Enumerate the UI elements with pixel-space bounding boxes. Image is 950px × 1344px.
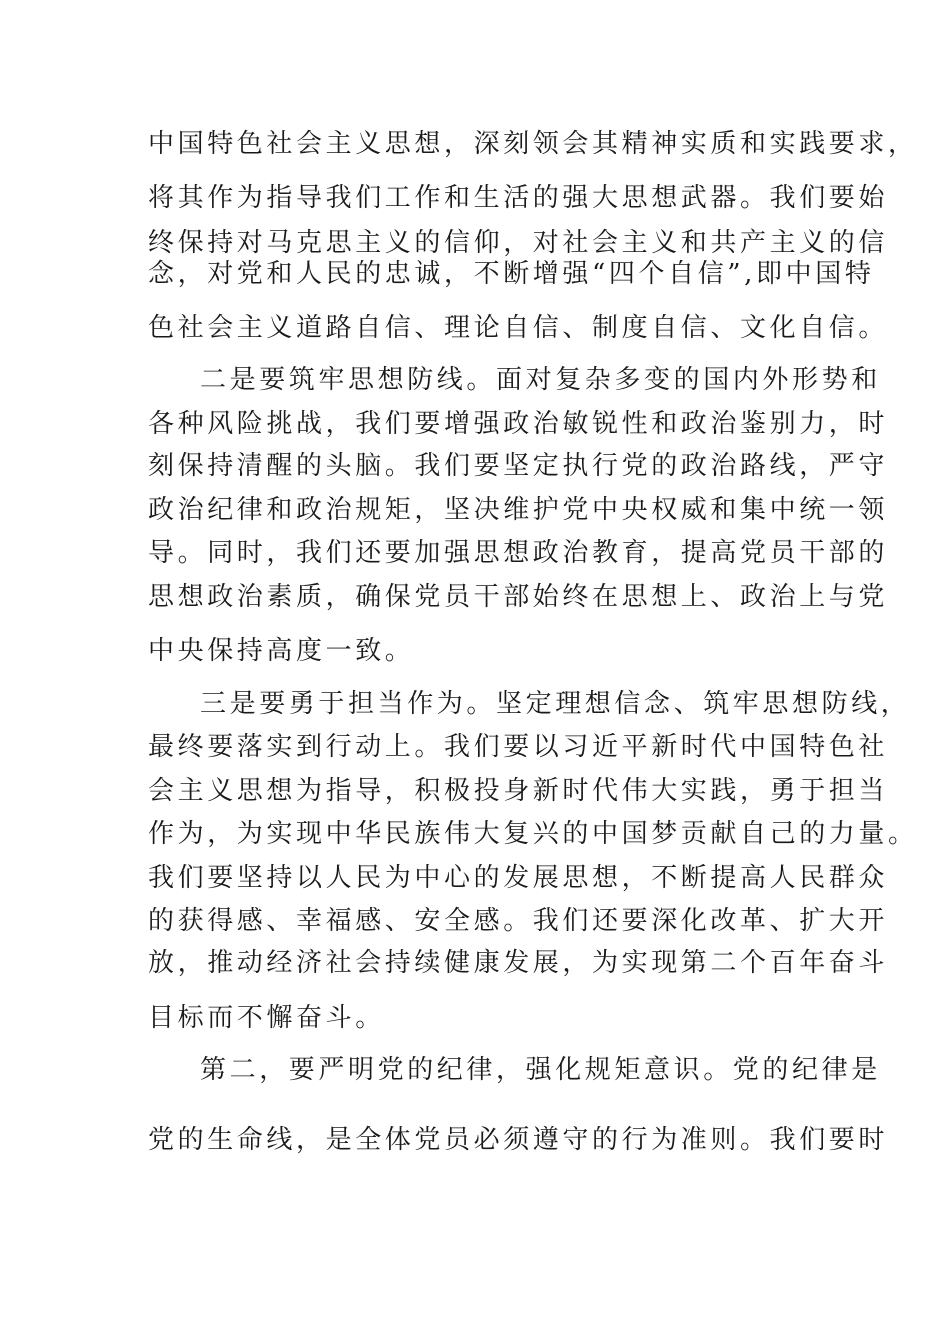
text-line: 党的生命线，是全体党员必须遵守的行为准则。我们要时: [148, 1125, 889, 1155]
text-line: 终保持对马克思主义的信仰，对社会主义和共产主义的信: [148, 228, 889, 258]
text-line: 放，推动经济社会持续健康发展，为实现第二个百年奋斗: [148, 948, 889, 978]
text-line: 我们要坚持以人民为中心的发展思想，不断提高人民群众: [148, 863, 889, 893]
text-line: 思想政治素质，确保党员干部始终在思想上、政治上与党: [148, 582, 889, 612]
paragraph-first-line: 第二，要严明党的纪律，强化规矩意识。党的纪律是: [200, 1055, 881, 1085]
text-line: 刻保持清醒的头脑。我们要坚定执行党的政治路线，严守: [148, 451, 889, 481]
text-line: 中国特色社会主义思想，深刻领会其精神实质和实践要求，: [148, 129, 918, 159]
text-line: 色社会主义道路自信、理论自信、制度自信、文化自信。: [148, 313, 889, 343]
text-line: 会主义思想为指导，积极投身新时代伟大实践，勇于担当: [148, 776, 889, 806]
text-line: 的获得感、幸福感、安全感。我们还要深化改革、扩大开: [148, 906, 889, 936]
paragraph-first-line: 三是要勇于担当作为。坚定理想信念、筑牢思想防线，: [200, 689, 911, 719]
text-line: 作为，为实现中华民族伟大复兴的中国梦贡献自己的力量。: [148, 819, 918, 849]
text-line: 政治纪律和政治规矩，坚决维护党中央权威和集中统一领: [148, 495, 889, 525]
text-line: 最终要落实到行动上。我们要以习近平新时代中国特色社: [148, 732, 889, 762]
text-line: 中央保持高度一致。: [148, 636, 415, 666]
text-line: 念，对党和人民的忠诚，不断增强“四个自信”,即中国特: [148, 259, 875, 289]
text-line: 目标而不懈奋斗。: [148, 1003, 385, 1033]
text-line: 将其作为指导我们工作和生活的强大思想武器。我们要始: [148, 183, 889, 213]
paragraph-first-line: 二是要筑牢思想防线。面对复杂多变的国内外形势和: [200, 365, 881, 395]
text-line: 导。同时，我们还要加强思想政治教育，提高党员干部的: [148, 538, 889, 568]
text-line: 各种风险挑战，我们要增强政治敏锐性和政治鉴别力，时: [148, 409, 889, 439]
